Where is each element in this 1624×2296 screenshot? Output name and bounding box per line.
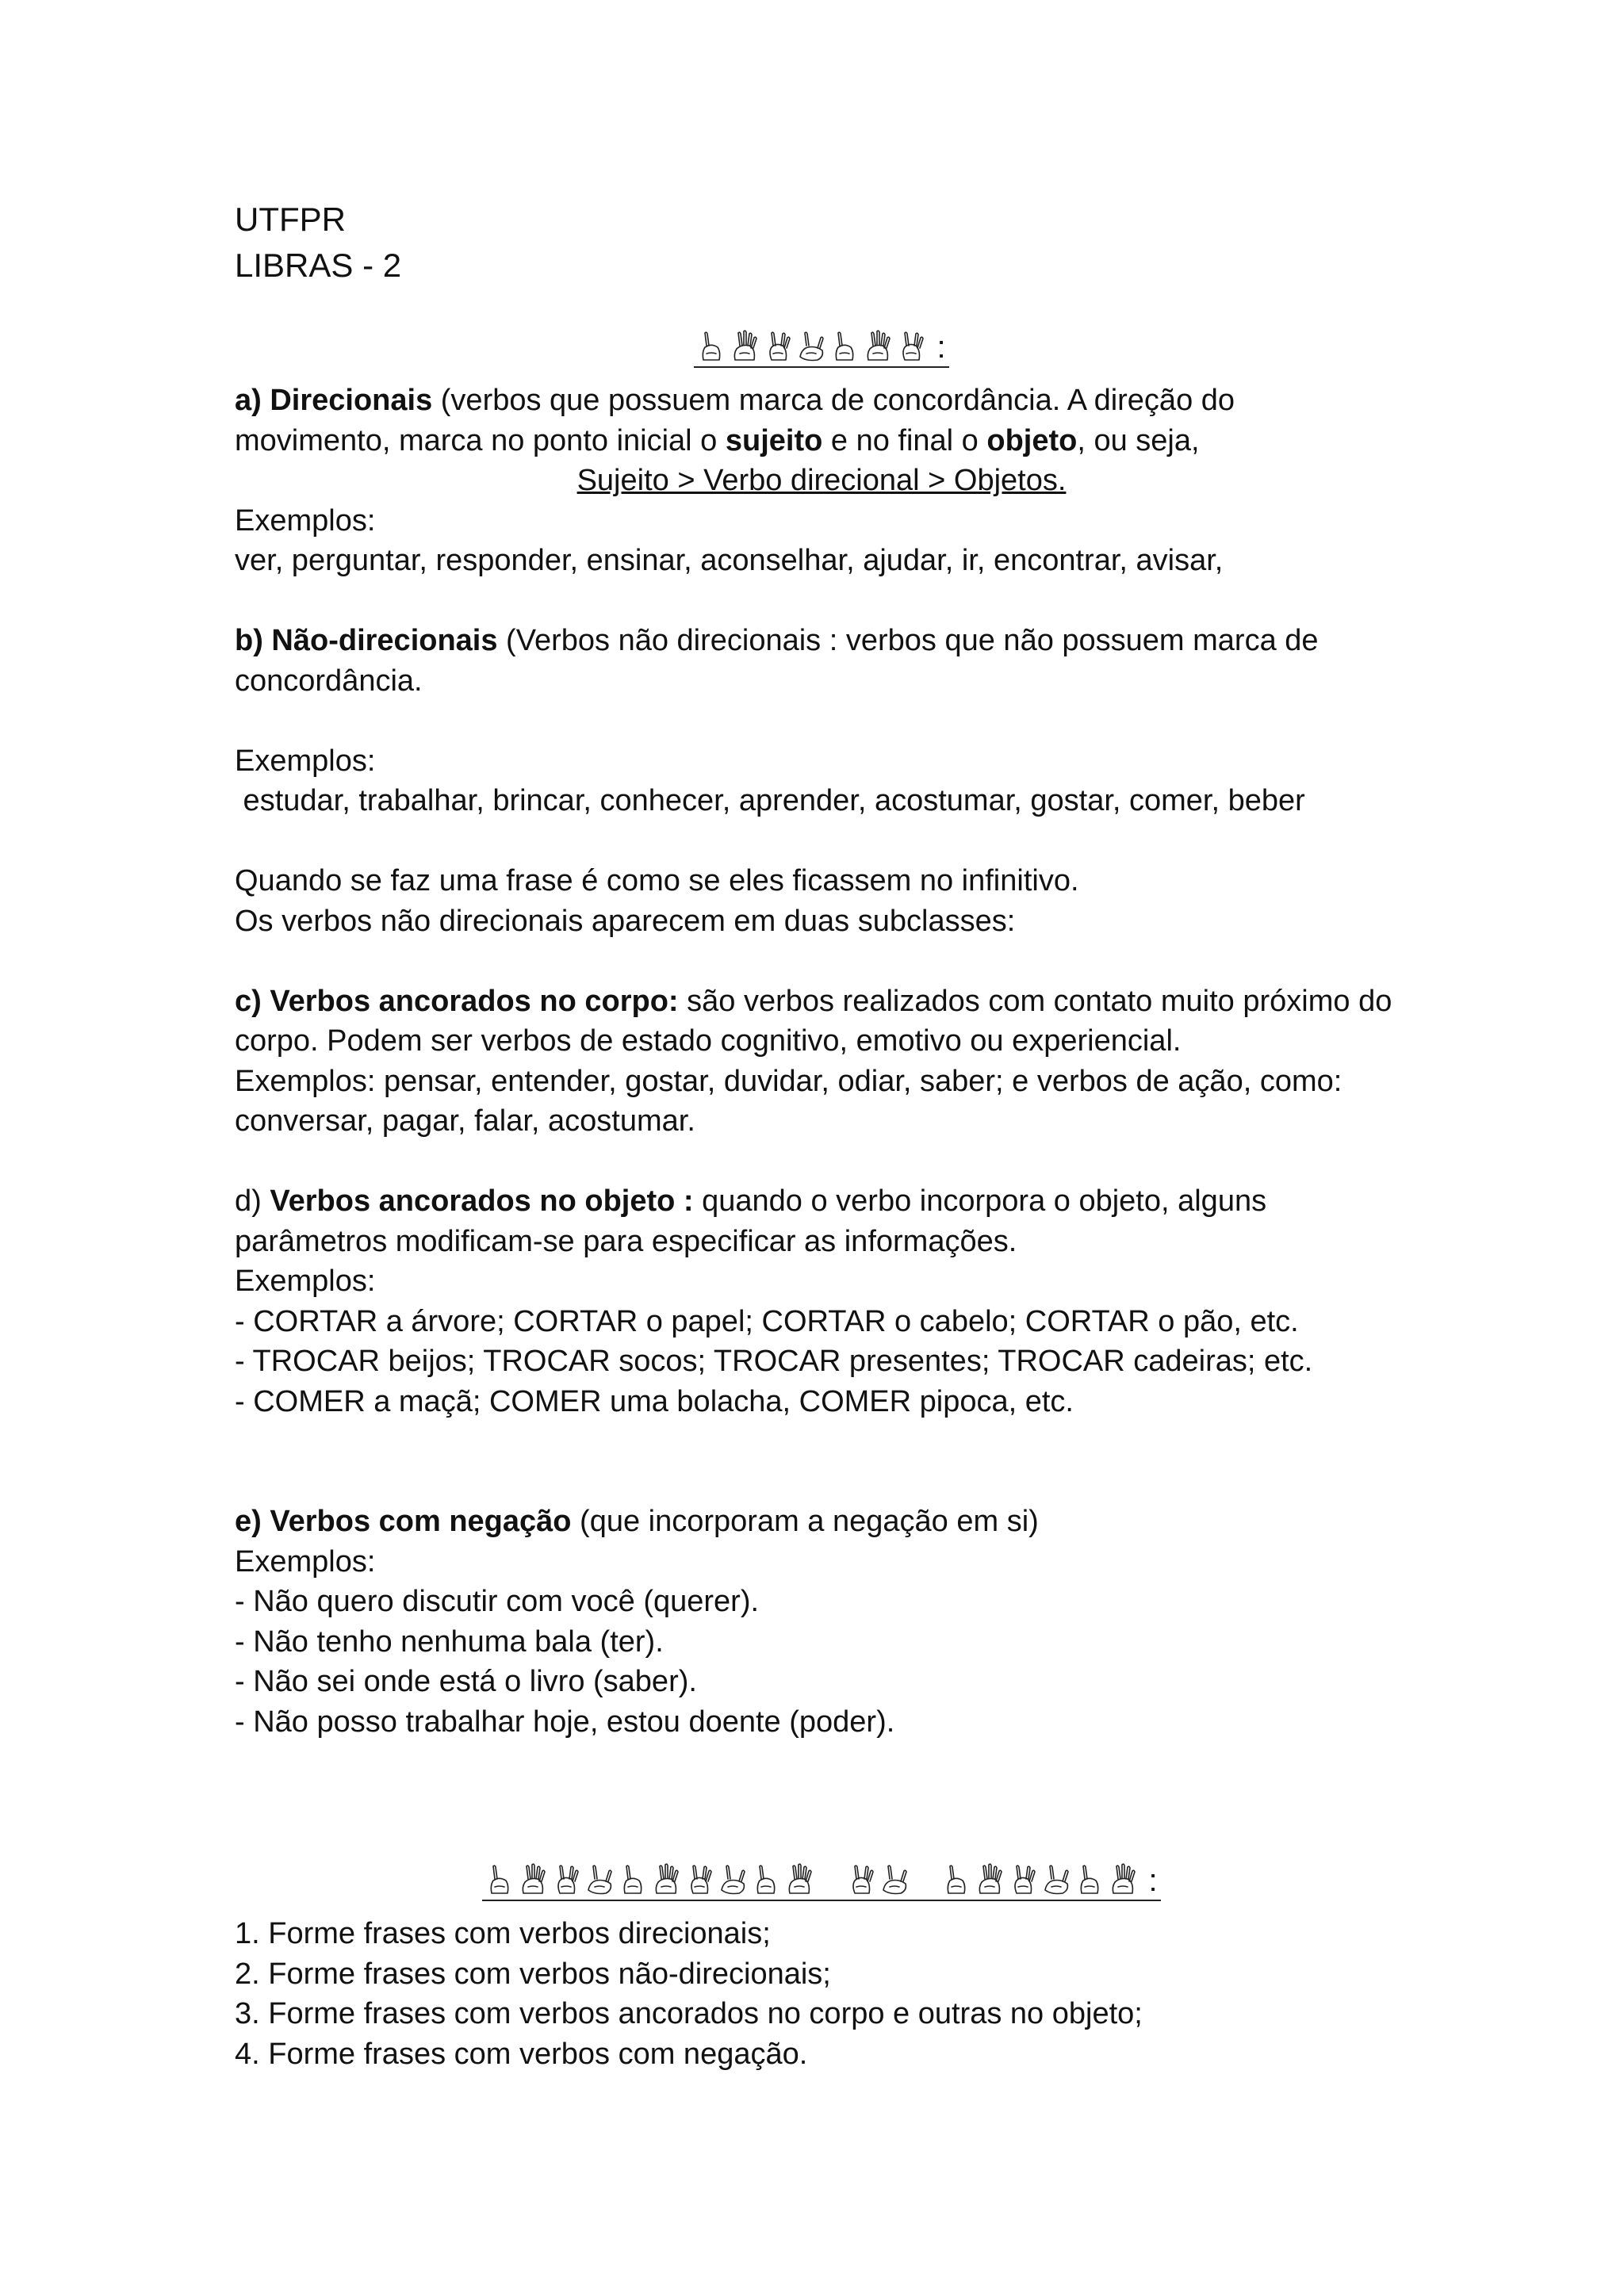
spacer	[235, 581, 1408, 622]
section-b-examples-label: Exemplos:	[235, 744, 376, 778]
section-d-prefix: d)	[235, 1184, 270, 1218]
hand-sign-icon	[785, 1862, 814, 1896]
section-e-example-3: - Não sei onde está o livro (saber).	[235, 1665, 697, 1698]
section-a-line-2	[235, 421, 1408, 461]
document-content	[235, 197, 1408, 2074]
section-a-examples-label: Exemplos:	[235, 503, 376, 538]
section-a-label: a) Direcionais	[235, 384, 433, 417]
spacer	[235, 1742, 1408, 1822]
section-e-example-4: - Não posso trabalhar hoje, estou doente (poder).	[235, 1705, 895, 1739]
hand-sign-icon	[519, 1862, 547, 1896]
title-colon: :	[936, 330, 946, 365]
section-b-text: (Verbos não direcionais : verbos que não possuem marca de	[497, 624, 1319, 657]
hand-sign-icon	[685, 1862, 714, 1896]
paragraph-line-2: Os verbos não direcionais aparecem em duas subclasses:	[235, 904, 1016, 938]
section-d-example-1: - CORTAR a árvore; CORTAR o papel; CORTAR o cabelo; CORTAR o pão, etc.	[235, 1304, 1299, 1338]
spacer	[235, 1142, 1408, 1182]
section-a-text: movimento, marca no ponto inicial o	[235, 423, 726, 457]
section-c-line-1	[235, 982, 1408, 1022]
hand-sign-icon	[552, 1862, 580, 1896]
hand-sign-icon	[764, 328, 792, 363]
exercise-item-3: 3. Forme frases com verbos ancorados no corpo e outras no objeto;	[235, 1997, 1143, 2030]
section-d-text: quando o verbo incorpora o objeto, alguns	[693, 1184, 1267, 1218]
exercise-item-2: 2. Forme frases com verbos não-direcionais;	[235, 1957, 831, 1991]
institution-name: UTFPR	[235, 201, 346, 238]
section-d-examples-label: Exemplos:	[235, 1265, 376, 1298]
hand-sign-icon	[1075, 1862, 1104, 1896]
section-b-line-1	[235, 621, 1408, 661]
exercise-item-4: 4. Forme frases com verbos com negação.	[235, 2037, 808, 2071]
hand-sign-icon	[830, 328, 859, 363]
hand-sign-icon	[1009, 1862, 1037, 1896]
hand-sign-icon	[1042, 1862, 1071, 1896]
course-name: LIBRAS - 2	[235, 247, 402, 284]
section-e-line-1	[235, 1502, 1408, 1542]
hand-sign-icon	[942, 1862, 971, 1896]
hand-sign-icon	[897, 328, 925, 363]
section-b-line-2: concordância.	[235, 664, 423, 698]
section-b-examples: estudar, trabalhar, brincar, conhecer, aprender, acostumar, gostar, comer, beber	[235, 784, 1305, 817]
section-d-example-3: - COMER a maçã; COMER uma bolacha, COMER pipoca, etc.	[235, 1384, 1074, 1418]
spacer	[235, 701, 1408, 741]
hand-sign-icon	[730, 328, 759, 363]
title-colon: :	[1148, 1863, 1158, 1898]
section-a-formula: Sujeito > Verbo direcional > Objetos.	[576, 464, 1067, 497]
bold-objeto: objeto	[986, 423, 1078, 457]
exercise-list	[235, 1914, 1408, 2074]
section-a-text: (verbos que possuem marca de concordância. A direção do	[432, 384, 1235, 417]
fingerspelled-word	[694, 328, 948, 368]
section-c-line-2: corpo. Podem ser verbos de estado cognitivo, emotivo ou experiencial.	[235, 1024, 1182, 1058]
section-c-label: c) Verbos ancorados no corpo:	[235, 984, 679, 1018]
hand-sign-icon	[1109, 1862, 1137, 1896]
section-c-line-3: Exemplos: pensar, entender, gostar, duvidar, odiar, saber; e verbos de ação, como:	[235, 1064, 1342, 1098]
section-d-line-1	[235, 1181, 1408, 1222]
section-d-line-2: parâmetros modificam-se para especificar as informações.	[235, 1224, 1017, 1258]
hand-sign-icon	[718, 1862, 747, 1896]
exercise-item-1: 1. Forme frases com verbos direcionais;	[235, 1917, 771, 1950]
fingerspelled-title-verbos	[235, 292, 1408, 368]
section-d-example-2: - TROCAR beijos; TROCAR socos; TROCAR presentes; TROCAR cadeiras; etc.	[235, 1345, 1313, 1378]
section-b-label: b) Não-direcionais	[235, 624, 498, 657]
hand-sign-icon	[864, 328, 892, 363]
section-a-text: , ou seja,	[1077, 423, 1200, 457]
section-c-text: são verbos realizados com contato muito próximo do	[678, 984, 1392, 1018]
hand-sign-icon	[652, 1862, 680, 1896]
hand-sign-icon	[752, 1862, 780, 1896]
section-a-line-1	[235, 381, 1408, 421]
hand-sign-icon	[847, 1862, 875, 1896]
hand-sign-icon	[585, 1862, 614, 1896]
spacer	[235, 941, 1408, 982]
section-a-formula-line	[235, 461, 1408, 501]
bold-sujeito: sujeito	[725, 423, 823, 457]
hand-sign-icon	[797, 328, 825, 363]
spacer	[235, 1422, 1408, 1502]
hand-sign-icon	[975, 1862, 1004, 1896]
section-a-examples: ver, perguntar, responder, ensinar, aconselhar, ajudar, ir, encontrar, avisar,	[235, 544, 1224, 577]
hand-sign-icon	[697, 328, 726, 363]
hand-sign-icon	[619, 1862, 647, 1896]
section-e-example-2: - Não tenho nenhuma bala (ter).	[235, 1624, 664, 1659]
document-header	[235, 197, 1408, 289]
section-e-label: e) Verbos com negação	[235, 1505, 572, 1538]
fingerspelled-phrase	[482, 1862, 1160, 1901]
section-e-text: (que incorporam a negação em si)	[571, 1505, 1039, 1538]
hand-sign-icon	[880, 1862, 909, 1896]
section-a-text: e no final o	[822, 423, 987, 457]
section-c-line-4: conversar, pagar, falar, acostumar.	[235, 1104, 695, 1138]
section-e-example-1: - Não quero discutir com você (querer).	[235, 1585, 760, 1618]
fingerspelled-title-exercicios	[235, 1825, 1408, 1901]
paragraph-line-1: Quando se faz uma frase é como se eles ficassem no infinitivo.	[235, 864, 1079, 897]
spacer	[235, 821, 1408, 862]
section-e-examples-label: Exemplos:	[235, 1544, 376, 1578]
section-d-label: Verbos ancorados no objeto :	[270, 1184, 694, 1218]
hand-sign-icon	[485, 1862, 514, 1896]
